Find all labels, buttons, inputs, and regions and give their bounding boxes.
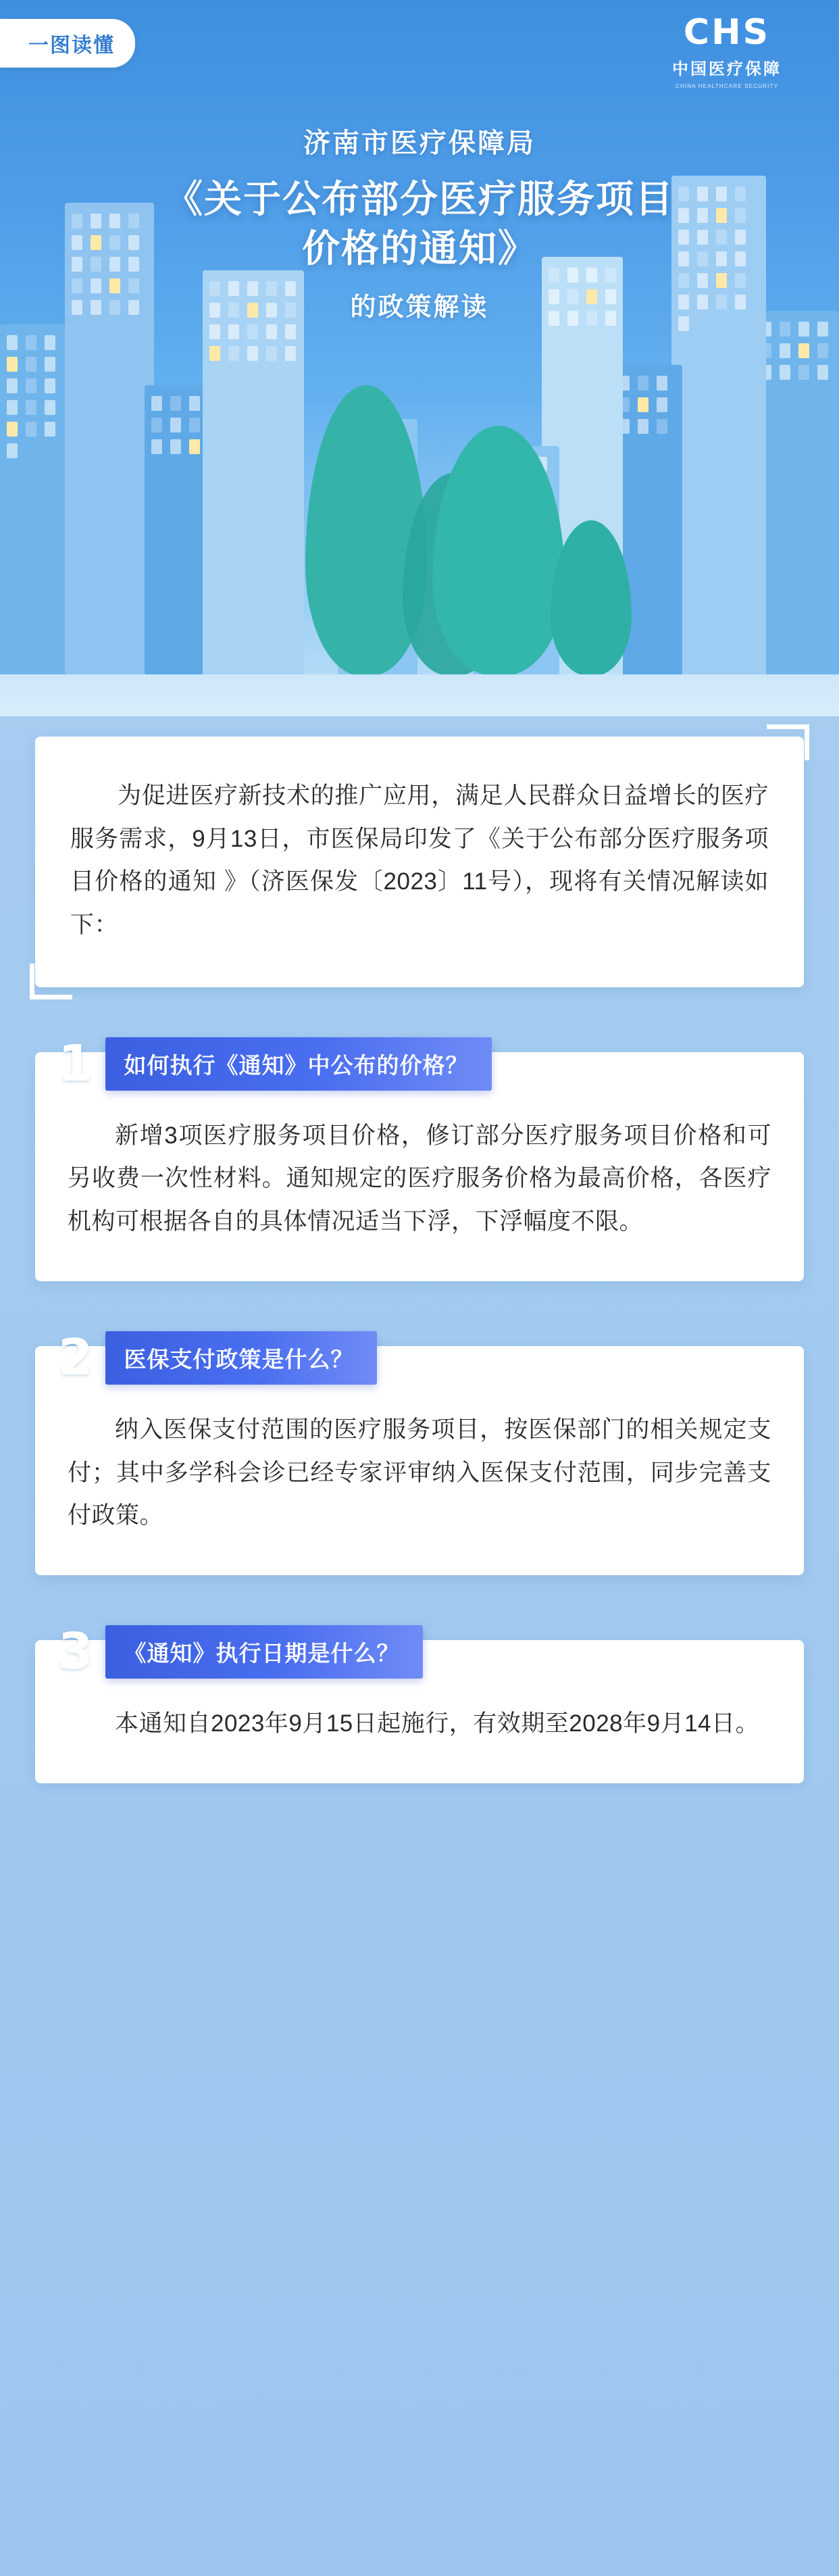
section-1-body: 新增3项医疗服务项目价格，修订部分医疗服务项目价格和可另收费一次性材料。通知规定的医疗服务价格为最高价格，各医疗机构可根据各自的具体情况适当下浮，下浮幅度不限。	[68, 1122, 771, 1235]
corner-bracket-top-right	[767, 724, 809, 760]
ground-strip	[0, 674, 839, 716]
document-title-line1: 《关于公布部分医疗服务项目	[165, 178, 674, 220]
section-1	[35, 1035, 804, 1281]
document-subtitle: 的政策解读	[350, 293, 489, 322]
building	[203, 270, 304, 676]
corner-bracket-bottom-left	[30, 964, 72, 999]
chs-logo	[653, 12, 801, 89]
read-at-a-glance-badge: 一图读懂	[0, 19, 135, 68]
logo-mark-text: CHS	[683, 12, 771, 53]
section-3	[35, 1623, 804, 1783]
section-2-body: 纳入医保支付范围的医疗服务项目，按医保部门的相关规定支付；其中多学科会诊已经专家评审纳入医保支付范围，同步完善支付政策。	[68, 1416, 771, 1529]
document-title	[0, 175, 839, 274]
section-2-title: 医保支付政策是什么？	[105, 1331, 377, 1385]
section-2-number: 2	[58, 1329, 93, 1387]
page-title	[0, 122, 839, 323]
section-2-header	[58, 1331, 377, 1385]
section-1-number: 1	[58, 1035, 93, 1093]
section-1-header	[58, 1037, 492, 1091]
logo-chinese-text: 中国医疗保障	[672, 60, 782, 78]
content-area	[0, 737, 839, 1864]
intro-card	[35, 737, 804, 987]
city-skyline-decoration	[0, 0, 839, 716]
intro-card-wrapper	[35, 737, 804, 987]
section-3-number: 3	[58, 1623, 93, 1681]
section-3-header	[58, 1625, 423, 1679]
intro-paragraph: 为促进医疗新技术的推广应用，满足人民群众日益增长的医疗服务需求，9月13日，市医保局印发了《关于公布部分医疗服务项目价格的通知 》（济医保发〔2023〕11号），现将有关情况解读如下：	[70, 783, 769, 939]
building	[145, 385, 209, 676]
issuing-organization: 济南市医疗保障局	[303, 128, 536, 158]
logo-english-text: CHINA HEALTHCARE SECURITY	[675, 82, 779, 89]
section-3-title: 《通知》执行日期是什么？	[105, 1625, 423, 1679]
section-2	[35, 1329, 804, 1575]
hero-banner	[0, 0, 839, 716]
document-title-line2: 价格的通知》	[302, 226, 537, 270]
section-3-body: 本通知自2023年9月15日起施行，有效期至2028年9月14日。	[115, 1710, 760, 1737]
building	[754, 311, 839, 676]
section-1-title: 如何执行《通知》中公布的价格？	[105, 1037, 492, 1091]
